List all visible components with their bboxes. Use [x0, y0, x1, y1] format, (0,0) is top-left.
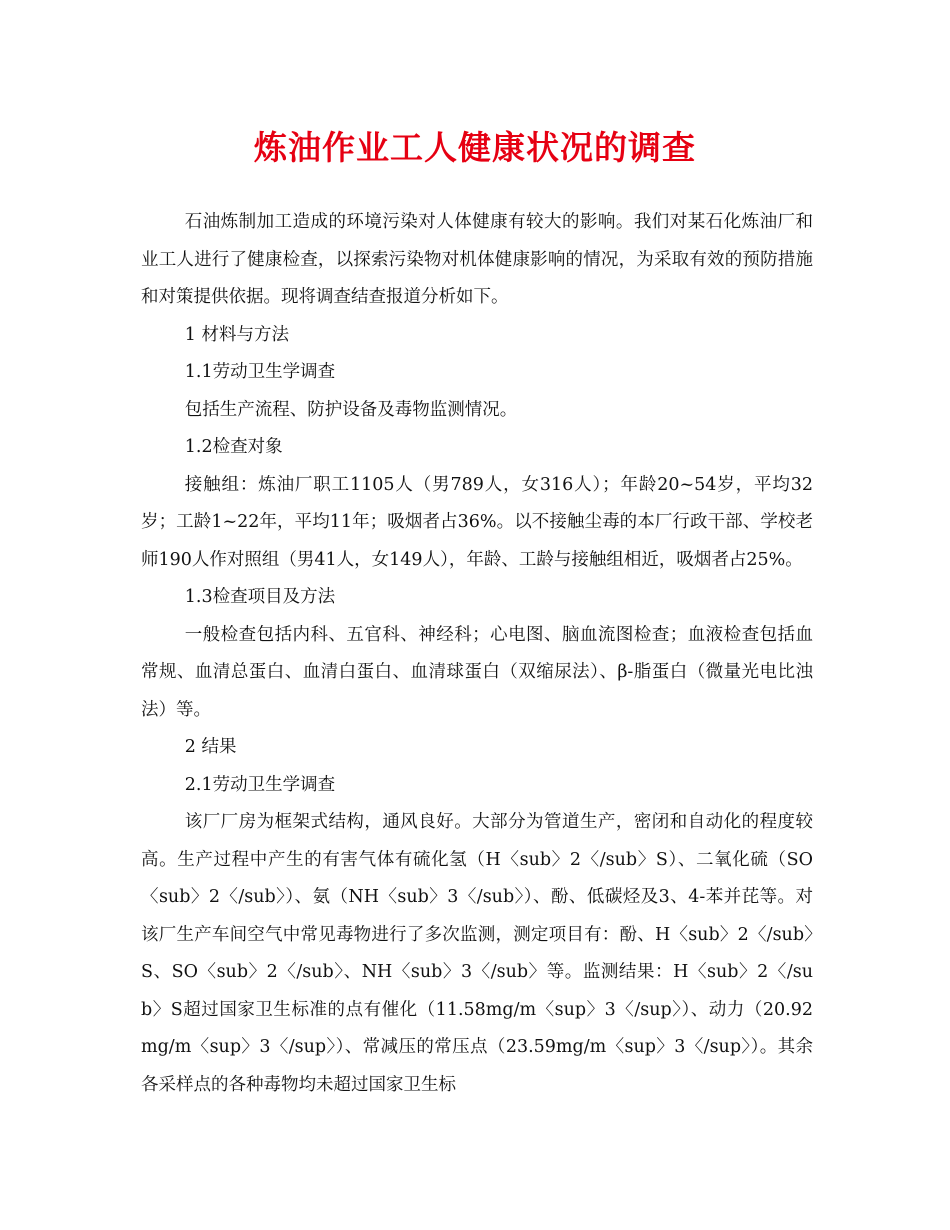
section-1-heading: 1 材料与方法	[184, 324, 289, 345]
section-1-1-paragraph: 包括生产流程、防护设备及毒物监测情况。	[184, 399, 518, 420]
document-title: 炼油作业工人健康状况的调查	[254, 128, 696, 167]
section-2-1-heading: 2.1劳动卫生学调查	[184, 774, 336, 795]
intro-paragraph: 石油炼制加工造成的环境污染对人体健康有较大的影响。我们对某石化炼油厂和业工人进行了健康检查，以探索污染物对机体健康影响的情况，为采取有效的预防措施和对策提供依据。现将调查结查报道分析如下。	[141, 212, 813, 307]
section-2-heading: 2 结果	[184, 737, 237, 757]
section-1-3-paragraph: 一般检查包括内科、五官科、神经科；心电图、脑血流图检查；血液检查包括血常规、血清总蛋白、血清白蛋白、血清球蛋白（双缩尿法）、β-脂蛋白（微量光电比浊法）等。	[141, 624, 813, 720]
section-1-3-heading: 1.3检查项目及方法	[184, 587, 336, 607]
section-1-2-paragraph: 接触组：炼油厂职工1105人（男789人，女316人）；年龄20~54岁，平均32岁；工龄1~22年，平均11年；吸烟者占36%。以不接触尘毒的本厂行政干部、学校老师190人作对照组（男41人，女149人），年龄、工龄与接触组相近，吸烟者占25%。	[141, 474, 813, 570]
section-2-1-paragraph: 该厂厂房为框架式结构，通风良好。大部分为管道生产，密闭和自动化的程度较高。生产过程中产生的有害气体有硫化氢（H〈sub〉2〈/sub〉S）、二氧化硫（SO〈sub〉2〈/sub〉）、氨（NH〈sub〉3〈/sub〉）、酚、低碳烃及3、4-苯并芘等。对该厂生产车间空气中常见毒物进行了多次监测，测定项目有：酚、H〈sub〉2〈/sub〉S、SO〈sub〉2〈/sub〉、NH〈sub〉3〈/sub〉等。监测结果：H〈sub〉2〈/sub〉S超过国家卫生标准的点有催化（11.58mg/m〈sup〉3〈/sup〉）、动力（20.92mg/m〈sup〉3〈/sup〉）、常减压的常压点（23.59mg/m〈sup〉3〈/sup〉）。其余各采样点的各种毒物均未超过国家卫生标	[141, 812, 813, 1095]
document-body	[141, 204, 813, 1104]
section-1-2-heading: 1.2检查对象	[184, 437, 283, 457]
section-1-1-heading: 1.1劳动卫生学调查	[184, 362, 336, 382]
